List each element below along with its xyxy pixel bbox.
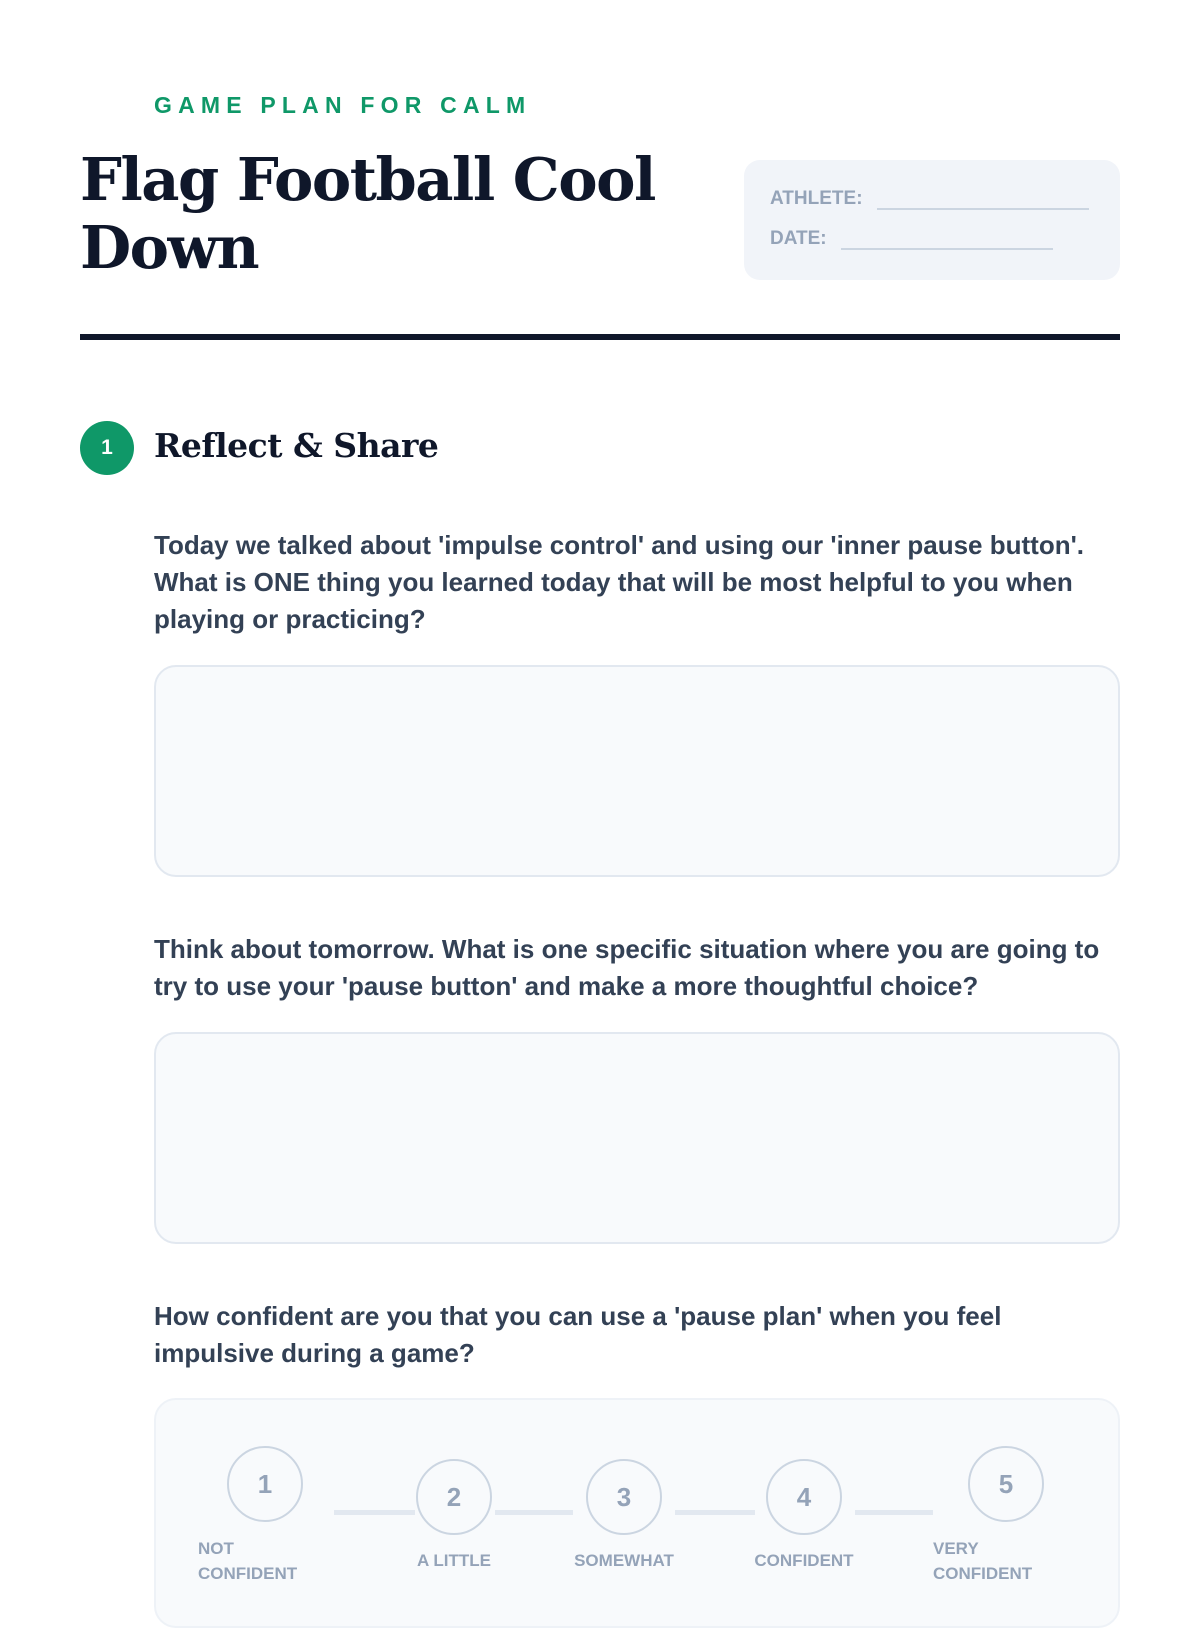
scale-option-5[interactable]: 5: [968, 1446, 1044, 1522]
date-field[interactable]: [841, 228, 1053, 250]
scale-connector: [334, 1510, 415, 1515]
question-2-prompt: Think about tomorrow. What is one specific situation where you are going to try to use your 'pause button' and make a more thoughtful choice?: [154, 934, 1100, 1001]
scale-connector: [495, 1510, 573, 1515]
athlete-info-box: [744, 160, 1120, 280]
section-number-badge: 1: [80, 421, 134, 475]
date-row: [770, 228, 1053, 250]
page-title: Flag Football Cool Down: [80, 145, 655, 282]
scale-option-2[interactable]: 2: [416, 1459, 492, 1535]
scale-option-3[interactable]: 3: [586, 1459, 662, 1535]
question-3-prompt: How confident are you that you can use a 'pause plan' when you feel impulsive during a game?: [154, 1301, 1002, 1368]
scale-label-4: CONFIDENT: [754, 1551, 854, 1570]
header-divider: [80, 334, 1120, 340]
scale-option-1[interactable]: 1: [227, 1446, 303, 1522]
scale-label-2: A LITTLE: [417, 1551, 491, 1570]
scale-option-4[interactable]: 4: [766, 1459, 842, 1535]
eyebrow-label: GAME PLAN FOR CALM: [154, 92, 532, 118]
scale-connector: [855, 1510, 933, 1515]
date-label: DATE:: [770, 228, 827, 249]
athlete-name-field[interactable]: [877, 188, 1089, 210]
athlete-label: ATHLETE:: [770, 188, 863, 209]
scale-label-5: VERY CONFIDENT: [933, 1539, 1033, 1583]
section-title: Reflect & Share: [154, 426, 439, 465]
question-2-answer-area[interactable]: [154, 1032, 1120, 1244]
question-1-answer-area[interactable]: [154, 665, 1120, 877]
question-1-prompt: Today we talked about 'impulse control' and using our 'inner pause button'. What is ONE thing you learned today that will be most helpful to you when playing or practicing?: [154, 530, 1084, 634]
scale-label-3: SOMEWHAT: [574, 1551, 674, 1570]
athlete-row: [770, 188, 1089, 210]
scale-label-1: NOT CONFIDENT: [198, 1539, 298, 1583]
scale-connector: [675, 1510, 755, 1515]
